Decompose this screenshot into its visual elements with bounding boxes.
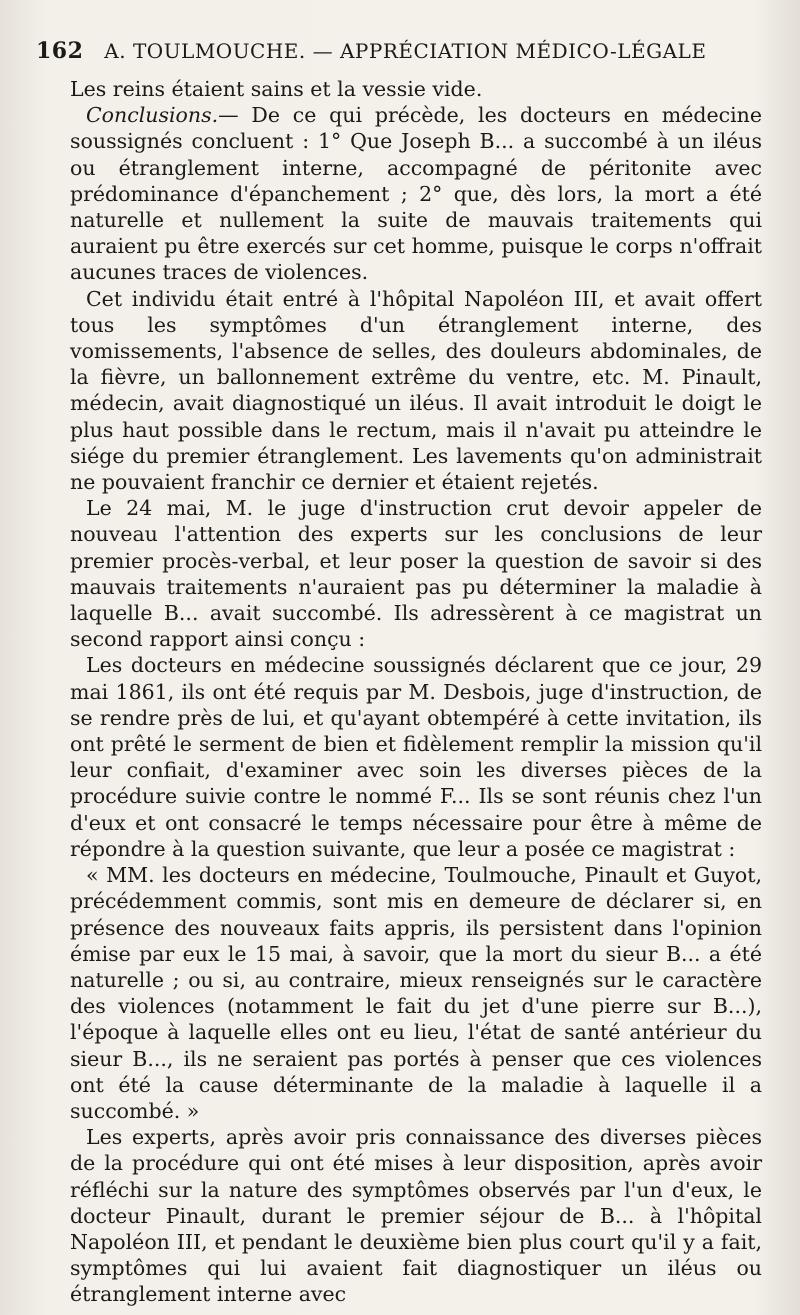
running-header — [36, 38, 776, 64]
paragraph — [70, 102, 762, 285]
paragraph-text: Les experts, après avoir pris connaissance des diverses pièces de la procédure qui ont été mises à leur disposition, après avoir réfléchi sur la nature des symptômes observés par l'un d'eux, le docteur Pinault, durant le premier séjour de B... à l'hôpital Napoléon III, et pendant le deuxième bien plus court qu'il y a fait, symptômes qui lui avaient fait diagnostiquer un iléus ou étranglement interne avec — [70, 1125, 762, 1307]
paragraph-lead: Conclusions. — [86, 103, 219, 128]
paragraph — [70, 652, 762, 862]
paragraph — [70, 76, 762, 102]
body-text — [70, 76, 762, 1308]
paragraph-text: Les docteurs en médecine soussignés déclarent que ce jour, 29 mai 1861, ils ont été requis par M. Desbois, juge d'instruction, de se rendre près de lui, et qu'ayant obtempéré à cette invitation, ils ont prêté le serment de bien et fidèlement remplir la mission qu'il leur confiait, d'examiner avec soin les diverses pièces de la procédure suivie contre le nommé F... Ils se sont réunis chez l'un d'eux et ont consacré le temps nécessaire pour être à même de répondre à la question suivante, que leur a posée ce magistrat : — [70, 653, 762, 861]
paragraph — [70, 495, 762, 652]
paragraph — [70, 1124, 762, 1307]
paragraph — [70, 286, 762, 496]
quoted-paragraph — [70, 862, 762, 1124]
paragraph-text: Les reins étaient sains et la vessie vide. — [70, 77, 483, 101]
paragraph-text: « MM. les docteurs en médecine, Toulmouche, Pinault et Guyot, précédemment commis, sont mis en demeure de déclarer si, en présence des nouveaux faits appris, ils persistent dans l'opinion émise par eux le 15 mai, à savoir, que la mort du sieur B... a été naturelle ; ou si, au contraire, mieux renseignés sur le caractère des violences (notamment le fait du jet d'une pierre sur B...), l'époque à laquelle elles ont eu lieu, l'état de santé antérieur du sieur B..., ils ne seraient pas portés à penser que ces violences ont été la cause déterminante de la maladie à laquelle il a succombé. » — [70, 863, 762, 1123]
page-number: 162 — [36, 38, 84, 64]
paragraph-text: Cet individu était entré à l'hôpital Napoléon III, et avait offert tous les symptômes d'un étranglement interne, des vomissements, l'absence de selles, des douleurs abdominales, de la fièvre, un ballonnement extrême du ventre, etc. M. Pinault, médecin, avait diagnostiqué un iléus. Il avait introduit le doigt le plus haut possible dans le rectum, mais il n'avait pu atteindre le siége du premier étranglement. Les lavements qu'on administrait ne pouvaient franchir ce dernier et étaient rejetés. — [70, 286, 762, 495]
running-title: A. TOULMOUCHE. — APPRÉCIATION MÉDICO-LÉGALE — [104, 39, 707, 63]
paragraph-text: — De ce qui précède, les docteurs en médecine soussignés concluent : 1° Que Joseph B... a succombé à un iléus ou étranglement interne, accompagné de péritonite avec prédominance d'épanchement ; 2° que, dès lors, la mort a été naturelle et nullement la suite de mauvais traitements qui auraient pu être exercés sur cet homme, puisque le corps n'offrait aucunes traces de violences. — [70, 103, 762, 285]
paragraph-text: Le 24 mai, M. le juge d'instruction crut devoir appeler de nouveau l'attention des experts sur les conclusions de leur premier procès-verbal, et leur poser la question de savoir si des mauvais traitements n'auraient pas pu déterminer la maladie à laquelle B... avait succombé. Ils adressèrent à ce magistrat un second rapport ainsi conçu : — [70, 496, 762, 652]
